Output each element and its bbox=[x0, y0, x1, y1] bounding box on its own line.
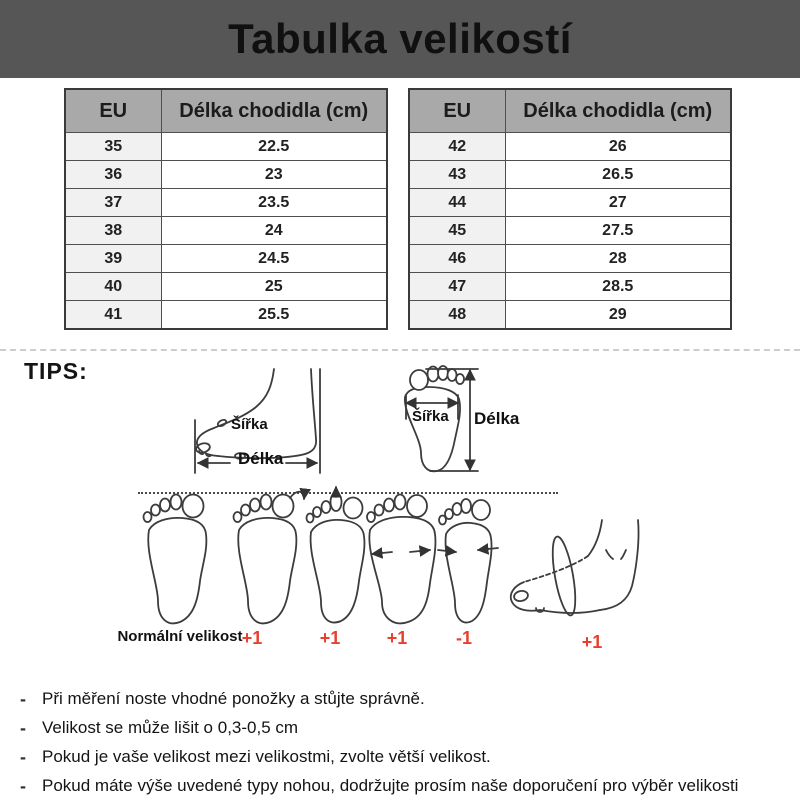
notes-list bbox=[0, 688, 800, 804]
foot-length-cell: 24.5 bbox=[161, 245, 387, 273]
width-label-top: Šířka bbox=[412, 408, 449, 425]
note-item bbox=[0, 775, 800, 797]
eu-size-cell: 39 bbox=[65, 245, 161, 273]
eu-size-cell: 35 bbox=[65, 133, 161, 161]
note-bullet: - bbox=[20, 776, 26, 796]
table-row bbox=[65, 133, 387, 161]
foot-type-wide-figure bbox=[362, 490, 444, 630]
eu-size-cell: 48 bbox=[409, 301, 505, 330]
foot-type-pointed-figure bbox=[224, 490, 312, 630]
foot-length-cell: 28 bbox=[505, 245, 731, 273]
foot-length-cell: 25.5 bbox=[161, 301, 387, 330]
foot-type-normal-figure bbox=[136, 490, 220, 630]
foot-length-cell: 27 bbox=[505, 189, 731, 217]
table-row bbox=[65, 273, 387, 301]
foot-length-cell: 23 bbox=[161, 161, 387, 189]
size-table-right bbox=[408, 88, 732, 330]
length-column-header: Délka chodidla (cm) bbox=[505, 89, 731, 133]
eu-size-cell: 36 bbox=[65, 161, 161, 189]
size-table-left bbox=[64, 88, 388, 330]
note-item bbox=[0, 688, 800, 710]
tips-heading: TIPS: bbox=[24, 358, 88, 384]
table-row bbox=[409, 133, 731, 161]
eu-size-cell: 44 bbox=[409, 189, 505, 217]
table-row bbox=[409, 245, 731, 273]
table-row bbox=[65, 217, 387, 245]
table-row bbox=[65, 161, 387, 189]
length-label-top: Délka bbox=[474, 409, 520, 428]
eu-size-cell: 45 bbox=[409, 217, 505, 245]
foot-type-label-plus1-d: +1 bbox=[581, 632, 603, 652]
width-label-side: Šířka bbox=[231, 416, 268, 433]
eu-size-cell: 40 bbox=[65, 273, 161, 301]
note-item bbox=[0, 717, 800, 739]
table-row bbox=[65, 189, 387, 217]
eu-size-cell: 46 bbox=[409, 245, 505, 273]
note-text: Pokud je vaše velikost mezi velikostmi, zvolte větší velikost. bbox=[42, 747, 491, 766]
foot-type-label-plus1-b: +1 bbox=[319, 628, 341, 648]
eu-size-cell: 47 bbox=[409, 273, 505, 301]
table-row bbox=[409, 301, 731, 330]
eu-size-cell: 37 bbox=[65, 189, 161, 217]
table-header-row bbox=[65, 89, 387, 133]
eu-column-header: EU bbox=[65, 89, 161, 133]
foot-length-cell: 25 bbox=[161, 273, 387, 301]
foot-length-cell: 26.5 bbox=[505, 161, 731, 189]
length-column-header: Délka chodidla (cm) bbox=[161, 89, 387, 133]
foot-length-cell: 24 bbox=[161, 217, 387, 245]
page-title: Tabulka velikostí bbox=[228, 15, 572, 62]
table-row bbox=[65, 301, 387, 330]
eu-size-cell: 38 bbox=[65, 217, 161, 245]
dashed-divider bbox=[0, 349, 800, 351]
table-row bbox=[409, 161, 731, 189]
foot-type-narrow-figure bbox=[434, 492, 504, 630]
table-row bbox=[409, 217, 731, 245]
eu-size-cell: 41 bbox=[65, 301, 161, 330]
foot-type-high-instep-figure bbox=[506, 518, 662, 628]
foot-type-label-minus1: -1 bbox=[455, 628, 472, 648]
note-bullet: - bbox=[20, 718, 26, 738]
eu-column-header: EU bbox=[409, 89, 505, 133]
foot-type-label-plus1-c: +1 bbox=[386, 628, 408, 648]
table-header-row bbox=[409, 89, 731, 133]
table-row bbox=[409, 273, 731, 301]
header-banner bbox=[0, 0, 800, 78]
note-text: Při měření noste vhodné ponožky a stůjte správně. bbox=[42, 689, 425, 708]
foot-length-cell: 28.5 bbox=[505, 273, 731, 301]
eu-size-cell: 42 bbox=[409, 133, 505, 161]
foot-type-label-plus1-a: +1 bbox=[241, 628, 263, 648]
foot-length-cell: 27.5 bbox=[505, 217, 731, 245]
note-bullet: - bbox=[20, 747, 26, 767]
foot-length-cell: 29 bbox=[505, 301, 731, 330]
tips-section bbox=[0, 352, 800, 688]
foot-length-cell: 23.5 bbox=[161, 189, 387, 217]
foot-length-cell: 26 bbox=[505, 133, 731, 161]
table-row bbox=[409, 189, 731, 217]
foot-type-label-normal: Normální velikost bbox=[117, 628, 243, 645]
note-item bbox=[0, 746, 800, 768]
eu-size-cell: 43 bbox=[409, 161, 505, 189]
note-text: Velikost se může lišit o 0,3-0,5 cm bbox=[42, 718, 299, 737]
table-row bbox=[65, 245, 387, 273]
length-label-side: Délka bbox=[238, 449, 284, 468]
note-bullet: - bbox=[20, 689, 26, 709]
foot-length-cell: 22.5 bbox=[161, 133, 387, 161]
note-text: Pokud máte výše uvedené typy nohou, dodržujte prosím naše doporučení pro výběr velikosti bbox=[42, 776, 739, 795]
